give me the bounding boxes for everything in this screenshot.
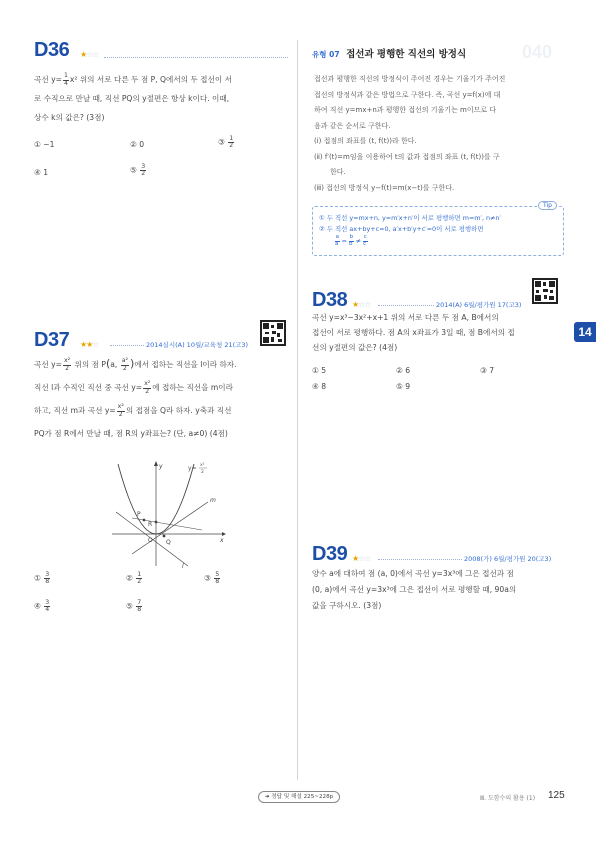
tip-line: ① 두 직선 y=mx+n, y=m′x+n′이 서로 평행하면 m=m′, n≠n′ (319, 214, 501, 222)
choice-3[interactable]: ③ 7 (480, 366, 495, 375)
point-p (143, 519, 146, 522)
tip-line: ② 두 직선 ax+by+c=0, a′x+b′y+c′=0이 서로 평행하면 (319, 225, 484, 233)
point-q (163, 535, 166, 538)
problem-line: 양수 a에 대하여 점 (a, 0)에서 곡선 y=3x³에 그은 접선과 점 (312, 569, 514, 578)
chapter-tab[interactable]: 14 (574, 322, 596, 342)
tip-badge: Tip (538, 201, 557, 210)
type-title: 접선과 평행한 직선의 방정식 (346, 49, 467, 60)
problem-line: 로 수직으로 만날 때, 직선 PQ의 y절편은 항상 k이다. 이때, (34, 94, 230, 103)
choice-3[interactable]: ③ $\frac{1}{2}$ (218, 135, 234, 150)
type-tag: 유형 07 (312, 50, 340, 59)
choice-3[interactable]: ③ $\frac{5}{8}$ (204, 571, 220, 586)
problem-line: 곡선 y= $\frac{1}{4}$ x² 위의 서로 다른 두 점 P, Q에서의 두 접선이 서 (34, 72, 232, 87)
problem-d36 (34, 40, 288, 200)
header-rule (110, 345, 144, 346)
problem-d39 (312, 536, 564, 636)
column-divider (297, 40, 298, 780)
p-label: P (137, 511, 141, 518)
tip-box (312, 202, 564, 256)
concept-body (314, 72, 564, 196)
qr-code-icon[interactable] (532, 278, 558, 304)
problem-line: 직선 l과 수직인 직선 중 곡선 y= $\frac{\text{x²}}{2}$ 에 접하는 직선을 m이라 (34, 380, 233, 395)
tangent-graph (104, 458, 228, 570)
y-axis-arrow (154, 461, 158, 466)
chapter-footer: Ⅲ. 도함수의 활용 (1) (480, 795, 536, 802)
problem-line: 하고, 직선 m과 곡선 y= $\frac{\text{x²}}{2}$ 의 접점을 Q라 하자. y축과 직선 (34, 403, 232, 418)
problem-line: 상수 k의 값은? (3점) (34, 113, 105, 122)
concept-line: 음과 같은 순서로 구한다. (314, 121, 391, 130)
choice-5[interactable]: ⑤ 9 (396, 382, 411, 391)
origin-label: O (148, 537, 153, 544)
problem-line: 곡선 y= $\frac{\text{x²}}{2}$ 위의 점 P(a, $\frac{\text{a²}}{2}$ )에서 접하는 직선을 l이라 하자. (34, 357, 237, 372)
x-axis-arrow (222, 532, 226, 536)
problem-text (312, 310, 564, 355)
choice-4[interactable]: ④ 8 (312, 382, 327, 391)
concept-step: 한다. (330, 168, 346, 176)
header-watermark: 040 (522, 42, 553, 62)
qr-code-icon[interactable] (260, 320, 286, 346)
choice-1[interactable]: ① 5 (312, 366, 327, 375)
problem-number: D38 (312, 289, 348, 311)
problem-number: D37 (34, 329, 70, 351)
concept-step: (ⅲ) 접선의 방정식 y−f(t)=m(x−t)를 구한다. (314, 183, 455, 192)
x-axis-label: x (220, 537, 224, 544)
choice-5[interactable]: ⑤ $\frac{3}{2}$ (130, 163, 146, 178)
problem-text (312, 566, 564, 614)
tip-ratio: $\frac{a}{a'}$ = $\frac{b}{b'}$ ≠ $\frac{c}{c'}$ (335, 234, 368, 247)
q-label: Q (166, 539, 171, 546)
l-label: l (182, 563, 184, 570)
concept-type07 (312, 40, 564, 270)
difficulty-stars: ★☆☆ (352, 554, 371, 563)
concept-line: 접선의 방정식과 같은 방법으로 구한다. 즉, 곡선 y=f(x)에 대 (314, 90, 501, 99)
header-rule (378, 305, 434, 306)
concept-line: 하여 직선 y=mx+n과 평행한 접선의 기울기는 m이므로 다 (314, 106, 497, 114)
choice-1[interactable]: ① −1 (34, 140, 55, 149)
choice-2[interactable]: ② 6 (396, 366, 411, 375)
source-label: 2014실시(A) 10월/교육청 21(고3) (146, 341, 249, 349)
problem-number: D36 (34, 39, 70, 61)
source-label: 2008(가) 6월/평가원 20(고3) (464, 555, 552, 563)
choice-2[interactable]: ② 0 (130, 140, 145, 149)
header-rule (104, 57, 288, 58)
problem-line: 값을 구하시오. (3점) (312, 601, 382, 610)
line-m (132, 502, 208, 554)
choice-4[interactable]: ④ 1 (34, 168, 49, 177)
answer-reference-pill[interactable]: ➜ 정답 및 해설 225~228p (258, 791, 340, 803)
problem-text (34, 352, 290, 445)
choice-5[interactable]: ⑤ $\frac{7}{8}$ (126, 599, 142, 614)
problem-d38 (312, 278, 564, 398)
curve-label-num: x² (200, 463, 205, 468)
page-number: 125 (548, 790, 565, 801)
choice-1[interactable]: ① $\frac{3}{8}$ (34, 571, 50, 586)
problem-line: 접선이 서로 평행하다. 점 A의 x좌표가 3일 때, 점 B에서의 접 (312, 328, 515, 337)
choice-2[interactable]: ② $\frac{1}{2}$ (126, 571, 142, 586)
point-r (155, 521, 158, 524)
difficulty-stars: ★☆☆ (80, 50, 99, 59)
difficulty-stars: ★★☆ (80, 340, 99, 349)
source-label: 2014(A) 6월/평가원 17(고3) (436, 301, 522, 309)
concept-step: (ⅰ) 접점의 좌표를 (t, f(t))라 한다. (314, 137, 417, 145)
problem-line: 곡선 y=x³−3x²+x+1 위의 서로 다른 두 점 A, B에서의 (312, 313, 499, 322)
problem-number: D39 (312, 543, 348, 565)
m-label: m (210, 497, 216, 504)
problem-line: PQ가 점 R에서 만날 때, 점 R의 y좌표는? (단, a≠0) (4점) (34, 429, 228, 438)
problem-text (34, 70, 290, 127)
header-rule (378, 559, 462, 560)
difficulty-stars: ★☆☆ (352, 300, 371, 309)
curve-label-den: 2 (201, 470, 204, 475)
problem-line: 선의 y절편의 값은? (4점) (312, 343, 398, 352)
problem-d37 (34, 318, 288, 628)
choice-4[interactable]: ④ $\frac{3}{4}$ (34, 599, 50, 614)
fraction: $\frac{1}{4}$ (63, 72, 68, 87)
concept-line: 접선과 평행한 직선의 방정식이 주어진 경우는 기울기가 주어진 (314, 75, 506, 83)
y-axis-label: y (159, 463, 163, 470)
curve-label: y= (188, 465, 197, 472)
r-label: R (148, 521, 153, 528)
concept-header (312, 46, 466, 60)
concept-step: (ⅱ) f′(t)=m임을 이용하여 t의 값과 접점의 좌표 (t, f(t))를 구 (314, 152, 500, 161)
problem-line: (0, a)에서 곡선 y=3x³에 그은 접선이 서로 평행할 때, 90a의 (312, 585, 517, 594)
